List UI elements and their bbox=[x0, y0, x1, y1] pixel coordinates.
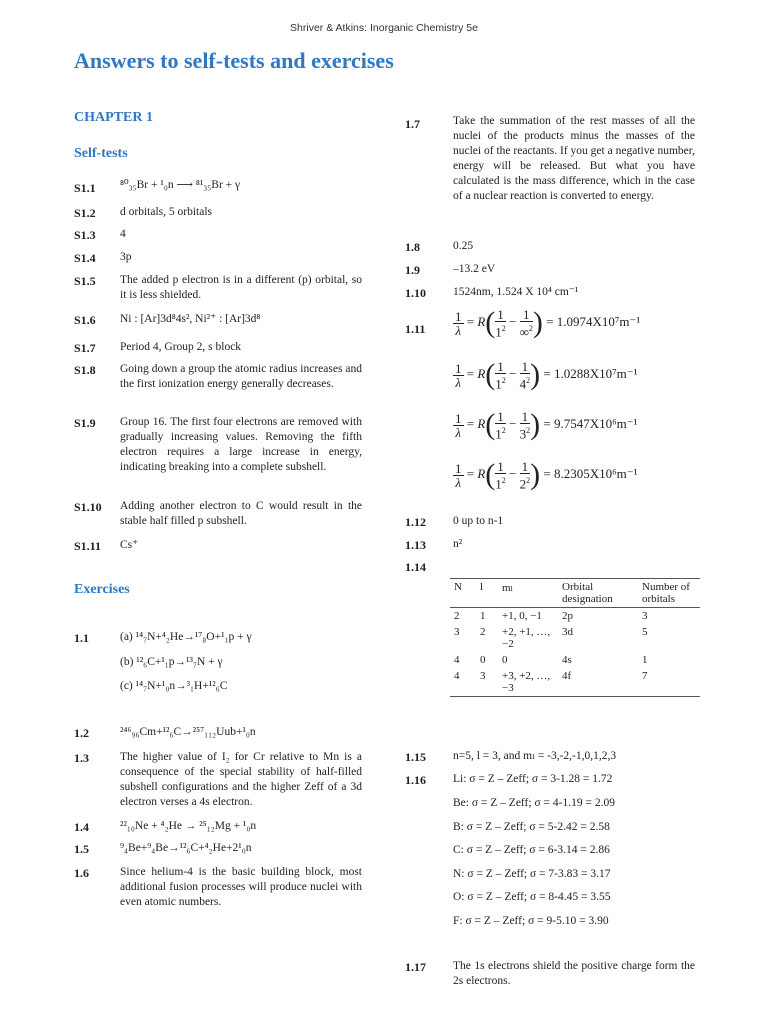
n2-value: 2 bbox=[519, 476, 527, 492]
table-cell: 1 bbox=[480, 610, 486, 622]
answer-1-10: 1524nm, 1.524 X 10⁴ cm⁻¹ bbox=[453, 286, 579, 298]
label-1-4: 1.4 bbox=[74, 820, 89, 834]
table-cell: 2 bbox=[454, 610, 460, 622]
table-cell: +1, 0, −1 bbox=[502, 610, 542, 622]
label-s1-4: S1.4 bbox=[74, 251, 96, 265]
table-cell: +3, +2, …, −3 bbox=[502, 670, 551, 694]
table-cell: 4 bbox=[454, 654, 460, 666]
equation-result: = 8.2305X10⁶m⁻¹ bbox=[543, 465, 638, 481]
rydberg-equation-4: $\frac{1}{\lambda}$ = R( $\frac{1}{1^2}$ − $\frac{1}{2^2}$ ) = 8.2305X10⁶m⁻¹ bbox=[455, 458, 638, 492]
answer-s1-5: The added p electron is in a different (p) orbital, so it is less shielded. bbox=[120, 274, 362, 301]
header-ml: mₗ bbox=[502, 582, 514, 594]
answer-1-16-be: Be: σ = Z – Zeff; σ = 4-1.19 = 2.09 bbox=[453, 797, 615, 809]
table-row bbox=[450, 624, 700, 652]
header-designation: Orbital designation bbox=[562, 581, 613, 605]
answer-s1-8: Going down a group the atomic radius increases and the first ionization energy generally decreases. bbox=[120, 363, 362, 390]
label-1-2: 1.2 bbox=[74, 726, 89, 740]
answer-1-2: ²⁴⁶₉₆Cm+¹²₆C→²⁵⁷₁₁₂Uub+¹₀n bbox=[120, 726, 256, 738]
answer-s1-1: ⁸⁰₃₅Br + ¹₀n ⟶ ⁸¹₃₅Br + γ bbox=[120, 179, 241, 191]
label-1-1: 1.1 bbox=[74, 631, 89, 645]
table-cell: 0 bbox=[502, 654, 508, 666]
answer-1-3: The higher value of I₂ for Cr relative to Mn is a consequence of the special stability of half-filled subshell configurations and the higher Zeff of a 3d electron verses a 4s electron. bbox=[120, 751, 362, 808]
label-1-6: 1.6 bbox=[74, 866, 89, 880]
table-cell: 3 bbox=[480, 670, 486, 682]
equation-result: = 1.0288X10⁷m⁻¹ bbox=[543, 365, 638, 381]
label-1-7: 1.7 bbox=[405, 117, 420, 131]
chapter-heading: CHAPTER 1 bbox=[74, 110, 153, 125]
answer-s1-6: Ni : [Ar]3d⁸4s², Ni²⁺ : [Ar]3d⁸ bbox=[120, 313, 261, 325]
table-cell: 0 bbox=[480, 654, 486, 666]
header-n: N bbox=[454, 581, 462, 593]
header-number: Number of orbitals bbox=[642, 581, 690, 605]
rydberg-equation-3: $\frac{1}{\lambda}$ = R( $\frac{1}{1^2}$ − $\frac{1}{3^2}$ ) = 9.7547X10⁶m⁻¹ bbox=[455, 408, 638, 442]
answer-1-16-c: C: σ = Z – Zeff; σ = 6-3.14 = 2.86 bbox=[453, 844, 610, 856]
label-s1-1: S1.1 bbox=[74, 181, 96, 195]
label-1-10: 1.10 bbox=[405, 286, 426, 300]
exercises-heading: Exercises bbox=[74, 582, 130, 597]
label-1-16: 1.16 bbox=[405, 773, 426, 787]
label-1-14: 1.14 bbox=[405, 560, 426, 574]
answer-1-16-b: B: σ = Z – Zeff; σ = 5-2.42 = 2.58 bbox=[453, 821, 610, 833]
label-1-8: 1.8 bbox=[405, 240, 420, 254]
header-l: l bbox=[480, 581, 484, 593]
answer-s1-7: Period 4, Group 2, s block bbox=[120, 341, 242, 353]
table-header-row bbox=[450, 579, 700, 608]
answer-1-4: ²²₁₀Ne + ⁴₂He → ²⁵₁₂Mg + ¹₀n bbox=[120, 820, 257, 832]
answer-s1-9: Group 16. The first four electrons are removed with gradually increasing values. Removing the fifth electron requires a large increase in energy, indicating breaking into a complete subshell. bbox=[120, 416, 362, 473]
answer-s1-3: 4 bbox=[120, 228, 126, 240]
label-1-9: 1.9 bbox=[405, 263, 420, 277]
answer-1-1a: (a) ¹⁴₇N+⁴₂He→¹⁷₈O+¹₁p + γ bbox=[120, 631, 252, 643]
label-s1-9: S1.9 bbox=[74, 416, 96, 430]
table-row bbox=[450, 668, 700, 697]
table-row bbox=[450, 608, 700, 625]
label-1-12: 1.12 bbox=[405, 515, 426, 529]
label-s1-10: S1.10 bbox=[74, 500, 102, 514]
page-title: Answers to self-tests and exercises bbox=[74, 48, 394, 73]
equation-result: = 1.0974X10⁷m⁻¹ bbox=[546, 313, 641, 329]
rydberg-equation-2: $\frac{1}{\lambda}$ = R( $\frac{1}{1^2}$ − $\frac{1}{4^2}$ ) = 1.0288X10⁷m⁻¹ bbox=[455, 358, 638, 392]
table-cell: 2 bbox=[480, 626, 486, 638]
answer-1-8: 0.25 bbox=[453, 240, 474, 252]
answer-1-7: Take the summation of the rest masses of all the nuclei of the products minus the masses of the nuclei of the reactants. If you get a negative number, energy will be released. But what you have calculated is the mass difference, which in the case of a nuclear reaction is converted to energy. bbox=[453, 115, 695, 202]
answer-1-1c: (c) ¹⁴₇N+¹₀n→³₁H+¹²₆C bbox=[120, 680, 228, 692]
rydberg-equation-1: $\frac{1}{\lambda}$ = R( $\frac{1}{1^2}$ − $\frac{1}{\infty^2}$ ) = 1.0974X10⁷m⁻¹ bbox=[455, 306, 641, 340]
n2-value: 4 bbox=[519, 376, 527, 392]
equation-result: = 9.7547X10⁶m⁻¹ bbox=[543, 415, 638, 431]
table-cell: 1 bbox=[642, 654, 648, 666]
table-cell: 4s bbox=[562, 654, 572, 666]
page-header: Shriver & Atkins: Inorganic Chemistry 5e bbox=[290, 22, 478, 34]
label-1-13: 1.13 bbox=[405, 538, 426, 552]
answer-1-16-n: N: σ = Z – Zeff; σ = 7-3.83 = 3.17 bbox=[453, 868, 611, 880]
answer-1-5: ⁹₄Be+⁹₄Be→¹²₆C+⁴₂He+2¹₀n bbox=[120, 842, 252, 854]
answer-1-15: n=5, l = 3, and mₗ = -3,-2,-1,0,1,2,3 bbox=[453, 750, 617, 762]
answer-1-16-li: Li: σ = Z – Zeff; σ = 3-1.28 = 1.72 bbox=[453, 773, 613, 785]
answer-1-6: Since helium-4 is the basic building block, most additional fusion processes will produce nuclei with even atomic numbers. bbox=[120, 866, 362, 908]
label-s1-3: S1.3 bbox=[74, 228, 96, 242]
label-1-5: 1.5 bbox=[74, 842, 89, 856]
answer-s1-4: 3p bbox=[120, 251, 132, 263]
table-cell: 3 bbox=[642, 610, 648, 622]
orbitals-table bbox=[450, 578, 700, 697]
table-row bbox=[450, 652, 700, 668]
label-1-17: 1.17 bbox=[405, 960, 426, 974]
table-cell: 7 bbox=[642, 670, 648, 682]
answer-s1-10: Adding another electron to C would result in the stable half filled p subshell. bbox=[120, 500, 362, 527]
n2-value: 3 bbox=[519, 426, 527, 442]
answer-1-12: 0 up to n-1 bbox=[453, 515, 504, 527]
label-1-15: 1.15 bbox=[405, 750, 426, 764]
table-cell: 4 bbox=[454, 670, 460, 682]
answer-1-17: The 1s electrons shield the positive charge form the 2s electrons. bbox=[453, 960, 695, 987]
label-s1-5: S1.5 bbox=[74, 274, 96, 288]
table-cell: +2, +1, …, −2 bbox=[502, 626, 551, 650]
answer-1-13: n² bbox=[453, 538, 463, 550]
label-s1-2: S1.2 bbox=[74, 206, 96, 220]
label-1-3: 1.3 bbox=[74, 751, 89, 765]
table-cell: 2p bbox=[562, 610, 573, 622]
n2-value: ∞ bbox=[519, 324, 529, 340]
label-s1-8: S1.8 bbox=[74, 363, 96, 377]
answer-1-16-f: F: σ = Z – Zeff; σ = 9-5.10 = 3.90 bbox=[453, 915, 609, 927]
answer-1-1b: (b) ¹²₆C+¹₁p→¹³₇N + γ bbox=[120, 656, 223, 668]
answer-1-16-o: O: σ = Z – Zeff; σ = 8-4.45 = 3.55 bbox=[453, 891, 611, 903]
table-cell: 5 bbox=[642, 626, 648, 638]
table-cell: 4f bbox=[562, 670, 572, 682]
answer-1-9: –13.2 eV bbox=[453, 263, 496, 275]
answer-s1-2: d orbitals, 5 orbitals bbox=[120, 206, 212, 218]
table-cell: 3 bbox=[454, 626, 460, 638]
label-s1-6: S1.6 bbox=[74, 313, 96, 327]
self-tests-heading: Self-tests bbox=[74, 146, 128, 161]
label-s1-11: S1.11 bbox=[74, 539, 102, 553]
answer-s1-11: Cs⁺ bbox=[120, 539, 139, 551]
label-s1-7: S1.7 bbox=[74, 341, 96, 355]
table-cell: 3d bbox=[562, 626, 573, 638]
label-1-11: 1.11 bbox=[405, 322, 426, 336]
